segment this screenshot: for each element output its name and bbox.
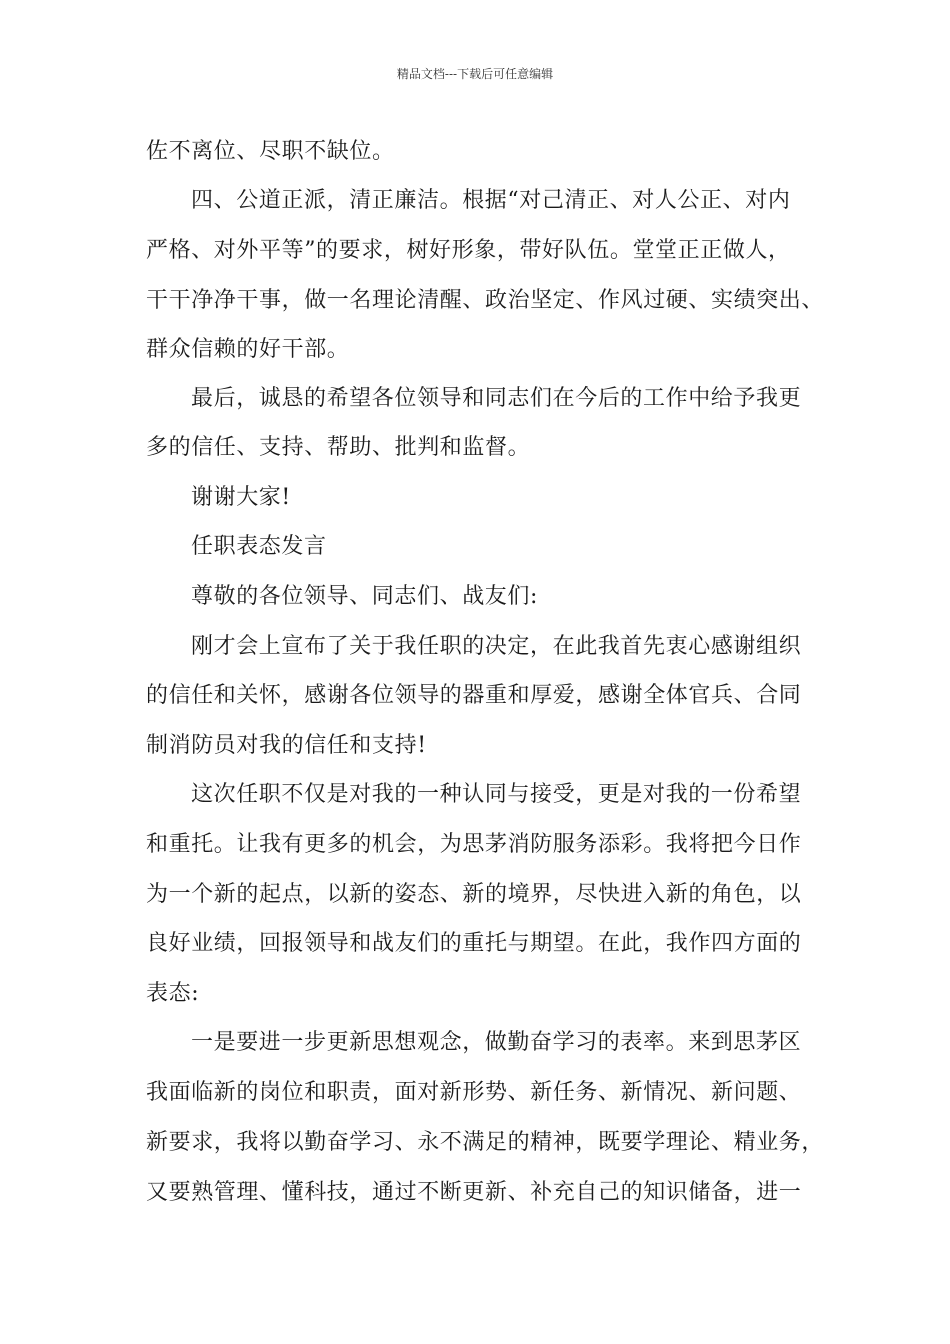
paragraph-start-line: 这次任职不仅是对我的一种认同与接受，更是对我的一份希望 <box>191 782 802 807</box>
text-line: 干干净净干事，做一名理论清醒、政治坚定、作风过硬、实绩突出、 <box>146 288 825 313</box>
text-line: 良好业绩，回报领导和战友们的重托与期望。在此，我作四方面的 <box>146 931 802 956</box>
text-line: 表态: <box>146 981 200 1006</box>
paragraph-start-line: 刚才会上宣布了关于我任职的决定，在此我首先衷心感谢组织 <box>191 634 802 659</box>
paragraph-start-line: 四、公道正派，清正廉洁。根据“对己清正、对人公正、对内 <box>191 188 791 213</box>
paragraph-start-line: 一是要进一步更新思想观念，做勤奋学习的表率。来到思茅区 <box>191 1030 802 1055</box>
text-line: 为一个新的起点，以新的姿态、新的境界，尽快进入新的角色，以 <box>146 882 802 907</box>
text-line: 和重托。让我有更多的机会，为思茅消防服务添彩。我将把今日作 <box>146 832 802 857</box>
text-line: 多的信任、支持、帮助、批判和监督。 <box>146 435 531 460</box>
text-line: 严格、对外平等”的要求，树好形象，带好队伍。堂堂正正做人， <box>146 238 791 263</box>
text-line: 新要求，我将以勤奋学习、永不满足的精神，既要学理论、精业务， <box>146 1130 825 1155</box>
text-line: 的信任和关怀，感谢各位领导的器重和厚爱，感谢全体官兵、合同 <box>146 683 802 708</box>
text-line: 制消防员对我的信任和支持! <box>146 733 427 758</box>
text-line: 又要熟管理、懂科技，通过不断更新、补充自己的知识储备，进一 <box>146 1180 802 1205</box>
text-line: 群众信赖的好干部。 <box>146 337 350 362</box>
salutation-line: 尊敬的各位领导、同志们、战友们: <box>191 584 539 609</box>
section-title-line: 任职表态发言 <box>191 534 327 559</box>
text-line: 佐不离位、尽职不缺位。 <box>146 139 395 164</box>
text-line: 我面临新的岗位和职责，面对新形势、新任务、新情况、新问题、 <box>146 1080 802 1105</box>
paragraph-start-line: 最后，诚恳的希望各位领导和同志们在今后的工作中给予我更 <box>191 386 802 411</box>
page-header: 精品文档---下载后可任意编辑 <box>396 67 554 81</box>
paragraph-start-line: 谢谢大家! <box>191 485 291 510</box>
